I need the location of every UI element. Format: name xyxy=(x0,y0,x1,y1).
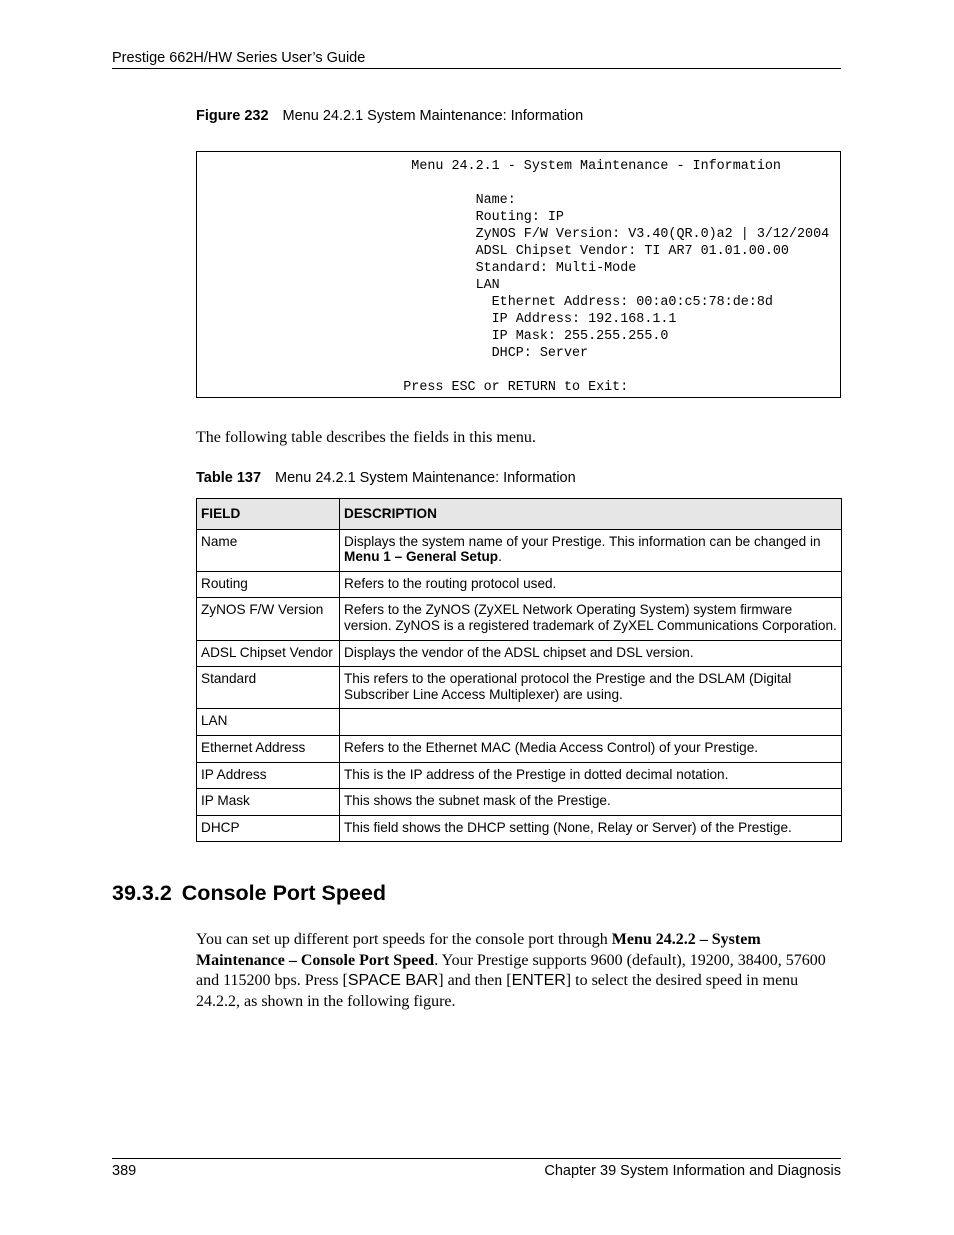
para-text: ] and then [ xyxy=(438,972,512,989)
table-row xyxy=(197,762,842,789)
terminal-screen xyxy=(196,151,841,398)
para-text: You can set up different port speeds for the console port through xyxy=(196,931,612,948)
description-cell: This is the IP address of the Prestige in dotted decimal notation. xyxy=(340,762,842,789)
menu-reference: Menu 1 – General Setup xyxy=(344,549,499,565)
description-cell: Refers to the routing protocol used. xyxy=(340,571,842,598)
field-cell: Routing xyxy=(197,571,340,598)
field-cell: ADSL Chipset Vendor xyxy=(197,640,340,667)
table-label: Table 137 xyxy=(196,470,262,486)
figure-caption xyxy=(196,108,583,124)
description-tail: . xyxy=(498,549,502,565)
key-label: ENTER xyxy=(511,972,566,989)
field-cell: IP Address xyxy=(197,762,340,789)
section-number: 39.3.2 xyxy=(112,881,172,905)
para-text: . Your Prestige supports 9600 (default), 19200, 38400, 57600 and 115200 bps. Press [ xyxy=(196,951,826,989)
description-cell: Refers to the Ethernet MAC (Media Access Control) of your Prestige. xyxy=(340,735,842,762)
field-cell: DHCP xyxy=(197,815,340,842)
header-field: FIELD xyxy=(197,499,340,530)
description-cell: Displays the vendor of the ADSL chipset and DSL version. xyxy=(340,640,842,667)
table-row xyxy=(197,529,842,571)
description-cell: This field shows the DHCP setting (None, Relay or Server) of the Prestige. xyxy=(340,815,842,842)
description-text: Displays the system name of your Prestige. This information can be changed in xyxy=(344,533,821,549)
key-label: SPACE BAR xyxy=(347,972,439,989)
table-row xyxy=(197,815,842,842)
table-row xyxy=(197,598,842,640)
field-cell: Ethernet Address xyxy=(197,735,340,762)
table-caption xyxy=(196,470,576,486)
intro-paragraph: The following table describes the fields in this menu. xyxy=(196,429,536,446)
section-heading xyxy=(112,881,386,906)
table-row xyxy=(197,735,842,762)
field-cell: Name xyxy=(197,529,340,571)
header-description: DESCRIPTION xyxy=(340,499,842,530)
page-number: 389 xyxy=(112,1163,137,1179)
field-cell: Standard xyxy=(197,667,340,709)
description-cell: Refers to the ZyNOS (ZyXEL Network Operating System) system firmware version. ZyNOS is a registered trademark of ZyXEL Communications Corporation. xyxy=(340,598,842,640)
table-title: Menu 24.2.1 System Maintenance: Information xyxy=(275,470,576,486)
fields-table xyxy=(196,498,842,842)
section-paragraph xyxy=(196,930,841,1012)
table-row xyxy=(197,789,842,816)
running-footer xyxy=(112,1158,841,1179)
field-cell: LAN xyxy=(197,709,340,736)
header-title: Prestige 662H/HW Series User’s Guide xyxy=(112,50,366,66)
table-row xyxy=(197,571,842,598)
menu-reference: Menu 24.2.2 – System Maintenance – Console Port Speed xyxy=(196,931,761,969)
field-cell: IP Mask xyxy=(197,789,340,816)
table-row xyxy=(197,709,842,736)
table-header-row xyxy=(197,499,842,530)
figure-title: Menu 24.2.1 System Maintenance: Information xyxy=(282,108,584,124)
terminal-text: Menu 24.2.1 - System Maintenance - Information Name: Routing: IP ZyNOS F/W Version: V3.40(QR.0)a2 | 3/12/2004 ADSL Chipset Vendor: TI AR7 01.01.00.00 Standard: Multi-Mode LAN Ethernet Address: 00:a0:c5:78:de:8d IP Address: 192.168.1.1 IP Mask: 255.255.255.0 DHCP: Server Press ESC or RETURN to Exit: xyxy=(403,159,830,395)
running-header xyxy=(112,50,841,69)
table-row xyxy=(197,640,842,667)
description-cell: This shows the subnet mask of the Prestige. xyxy=(340,789,842,816)
description-cell xyxy=(340,709,842,736)
para-text: ] to select the desired speed in menu 24.2.2, as shown in the following figure. xyxy=(196,972,799,1010)
field-cell: ZyNOS F/W Version xyxy=(197,598,340,640)
section-title: Console Port Speed xyxy=(181,881,387,905)
figure-label: Figure 232 xyxy=(196,108,269,124)
description-cell xyxy=(340,529,842,571)
table-row xyxy=(197,667,842,709)
chapter-title: Chapter 39 System Information and Diagnosis xyxy=(544,1163,841,1179)
description-cell: This refers to the operational protocol the Prestige and the DSLAM (Digital Subscriber Line Access Multiplexer) are using. xyxy=(340,667,842,709)
